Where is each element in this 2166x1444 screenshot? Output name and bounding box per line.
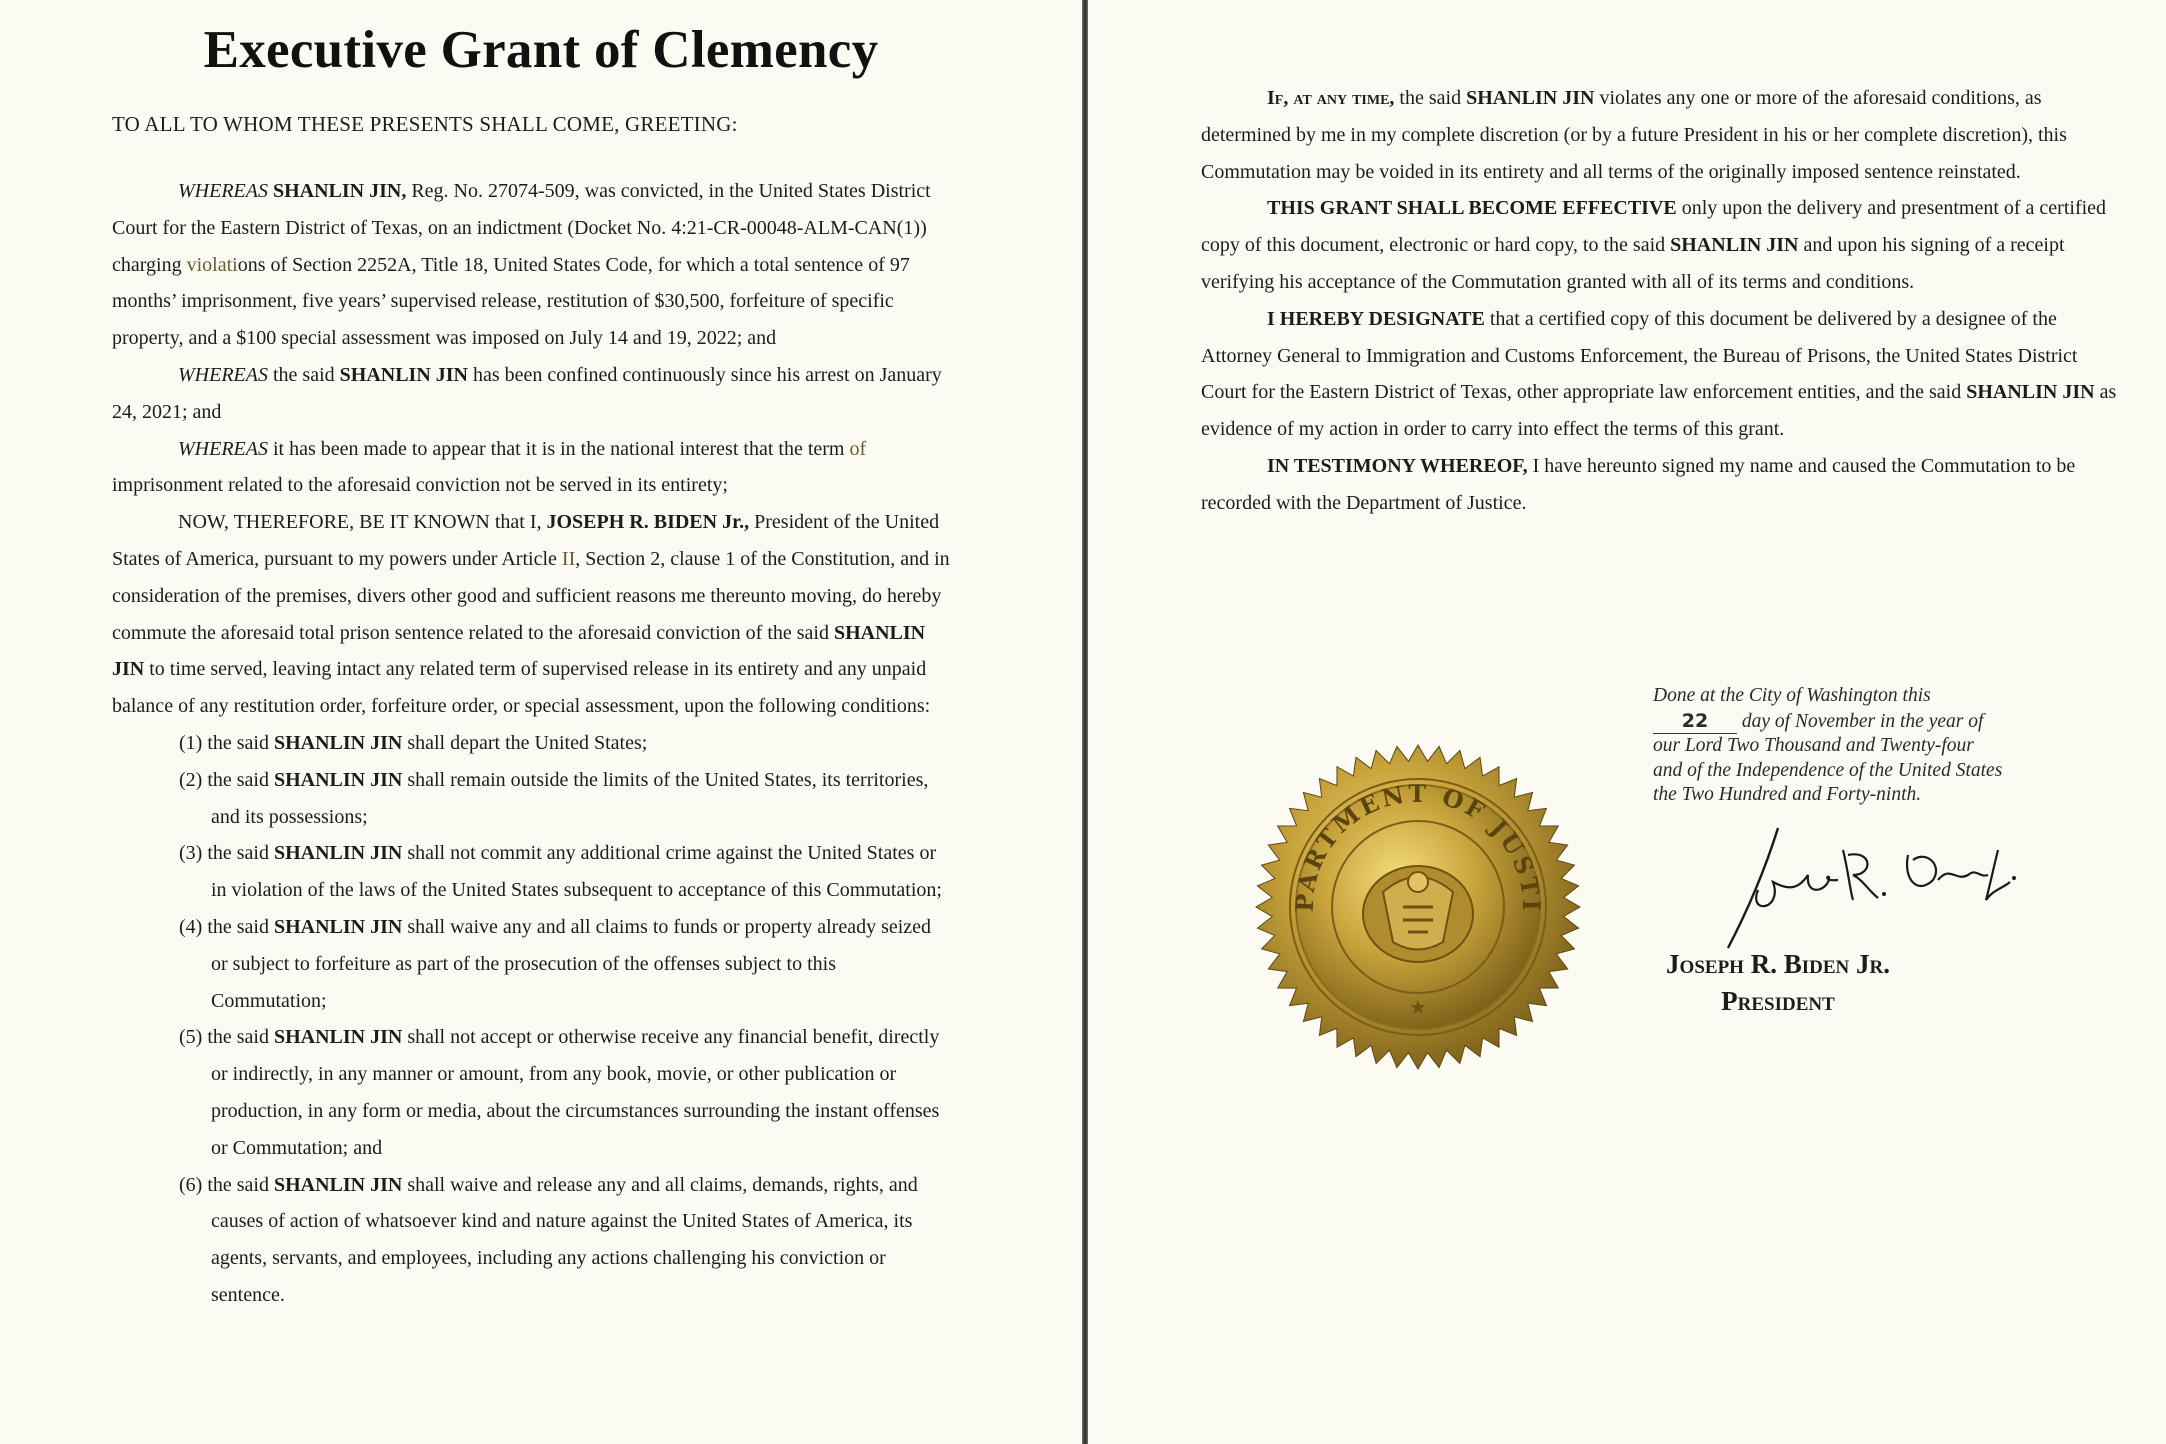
name: SHANLIN JIN <box>273 1026 403 1049</box>
name: SHANLIN JIN <box>273 1173 403 1196</box>
designate-paragraph: I HEREBY DESIGNATE that a certified copy of this document be delivered by a designee of the Attorney General to Immigration and Customs Enforcement, the Bureau of Prisons, the United States District Court for the Eastern District of Texas, other appropriate law enforcement entities, and the said SHANLIN JIN as evidence of my action in order to carry into effect the terms of this grant. <box>1201 307 2117 441</box>
page-left <box>0 0 1082 1444</box>
handwritten-signature <box>1688 820 2018 955</box>
name: SHANLIN JIN <box>339 363 468 386</box>
body-left <box>112 173 952 1314</box>
condition-item <box>112 835 952 909</box>
condition-item <box>112 909 952 1019</box>
condition-text: the said <box>202 731 274 754</box>
condition-text: shall not accept or otherwise receive any financial benefit, directly or indirectly, in any manner or amount, from any book, movie, or other publication or production, in any form or media, about the circumstances surrounding the instant offenses or Commutation; and <box>211 1026 940 1159</box>
condition-item <box>112 725 952 762</box>
name: SHANLIN JIN <box>273 842 403 865</box>
name: SHANLIN JIN <box>273 731 403 754</box>
signer-block <box>1568 946 1988 1020</box>
name: SHANLIN JIN <box>112 621 926 681</box>
signer-name: Joseph R. Biden Jr. <box>1666 949 1890 979</box>
name: SHANLIN JIN <box>1670 234 1799 257</box>
whereas-paragraph-3: WHEREAS it has been made to appear that it is in the national interest that the term of imprisonment related to the aforesaid conviction not be served in its entirety; <box>112 437 867 497</box>
condition-number: (6) <box>179 1173 203 1196</box>
conditions-list <box>112 725 952 1314</box>
name: SHANLIN JIN <box>1966 381 2095 404</box>
condition-item <box>112 1167 952 1314</box>
condition-item <box>112 762 952 836</box>
body-right <box>1201 80 2126 522</box>
effective-paragraph: THIS GRANT SHALL BECOME EFFECTIVE only upon the delivery and presentment of a certified copy of this document, electronic or hard copy, to the said SHANLIN JIN and upon his signing of a receipt verifying his acceptance of the Commutation granted with all of its terms and conditions. <box>1201 197 2107 293</box>
svg-text:★: ★ <box>1409 997 1427 1019</box>
greeting: TO ALL TO WHOM THESE PRESENTS SHALL COME, GREETING: <box>112 112 738 136</box>
condition-text: shall remain outside the limits of the United States, its territories, and its possessions; <box>211 768 929 828</box>
whereas-label: WHEREAS <box>178 180 268 202</box>
page-right <box>1088 0 2166 1444</box>
condition-text: shall not commit any additional crime against the United States or in violation of the laws of the United States subsequent to acceptance of this Commutation; <box>211 842 942 902</box>
condition-text: shall depart the United States; <box>402 731 648 754</box>
whereas-paragraph-2: WHEREAS the said SHANLIN JIN has been confined continuously since his arrest on January 24, 2021; and <box>112 363 942 423</box>
condition-item <box>112 1019 952 1166</box>
department-of-justice-seal <box>1253 742 1583 1077</box>
name: SHANLIN JIN, <box>272 180 407 202</box>
voiding-paragraph: If, at any time, the said SHANLIN JIN violates any one or more of the aforesaid conditions, as determined by me in my complete discretion (or by a future President in his or her complete discretion), this Commutation may be voided in its entirety and all terms of the originally imposed sentence reinstated. <box>1201 87 2067 183</box>
name: SHANLIN JIN <box>1466 87 1595 109</box>
condition-number: (2) <box>179 768 203 791</box>
condition-text: the said <box>202 1026 274 1049</box>
whereas-paragraph-1: WHEREAS SHANLIN JIN, Reg. No. 27074-509, was convicted, in the United States District Court for the Eastern District of Texas, on an indictment (Docket No. 4:21-CR-00048-ALM-CAN(1)) charging violations of Section 2252A, Title 18, United States Code, for which a total sentence of 97 months’ imprisonment, five years’ supervised release, restitution of $30,500, forfeiture of specific property, and a $100 special assessment was imposed on July 14 and 19, 2022; and <box>112 180 931 350</box>
name: SHANLIN JIN <box>273 768 403 791</box>
condition-text: the said <box>202 768 274 791</box>
done-at-block: Done at the City of Washington this 22 day of November in the year of our Lord Two Thousand and Twenty-four and of the Independence of the United States the Two Hundred and Forty-ninth. <box>1653 685 2003 805</box>
testimony-paragraph: IN TESTIMONY WHEREOF, I have hereunto signed my name and caused the Commutation to be recorded with the Department of Justice. <box>1201 454 2076 514</box>
document-title: Executive Grant of Clemency <box>203 21 879 79</box>
condition-text: shall waive and release any and all claims, demands, rights, and causes of action of whatsoever kind and nature against the United States of America, its agents, servants, and employees, including any actions challenging his conviction or sentence. <box>211 1173 918 1306</box>
name: SHANLIN JIN <box>273 915 403 938</box>
svg-text:DEPARTMENT OF JUSTICE: PARTMENT OF JUSTI <box>1289 778 1547 914</box>
condition-number: (5) <box>179 1026 203 1049</box>
condition-number: (1) <box>179 731 203 754</box>
condition-text: the said <box>202 915 274 938</box>
condition-number: (4) <box>179 915 203 938</box>
commutation-paragraph: NOW, THEREFORE, BE IT KNOWN that I, JOSEPH R. BIDEN Jr., President of the United States of America, pursuant to my powers under Article II, Section 2, clause 1 of the Constitution, and in consideration of the premises, divers other good and sufficient reasons me thereunto moving, do hereby commute the aforesaid total prison sentence related to the aforesaid conviction of the said SHANLIN JIN to time served, leaving intact any related term of supervised release in its entirety and any unpaid balance of any restitution order, forfeiture order, or special assessment, upon the following conditions: <box>112 511 950 718</box>
condition-text: the said <box>202 842 274 865</box>
day-handwritten: 22 <box>1653 709 1737 735</box>
signer-title: President <box>1721 986 1835 1016</box>
condition-text: the said <box>202 1173 274 1196</box>
condition-text: shall waive any and all claims to funds or property already seized or subject to forfeiture as part of the prosecution of the offenses subject to this Commutation; <box>211 915 932 1012</box>
condition-number: (3) <box>179 842 203 865</box>
president-name: JOSEPH R. BIDEN Jr., <box>546 511 750 534</box>
